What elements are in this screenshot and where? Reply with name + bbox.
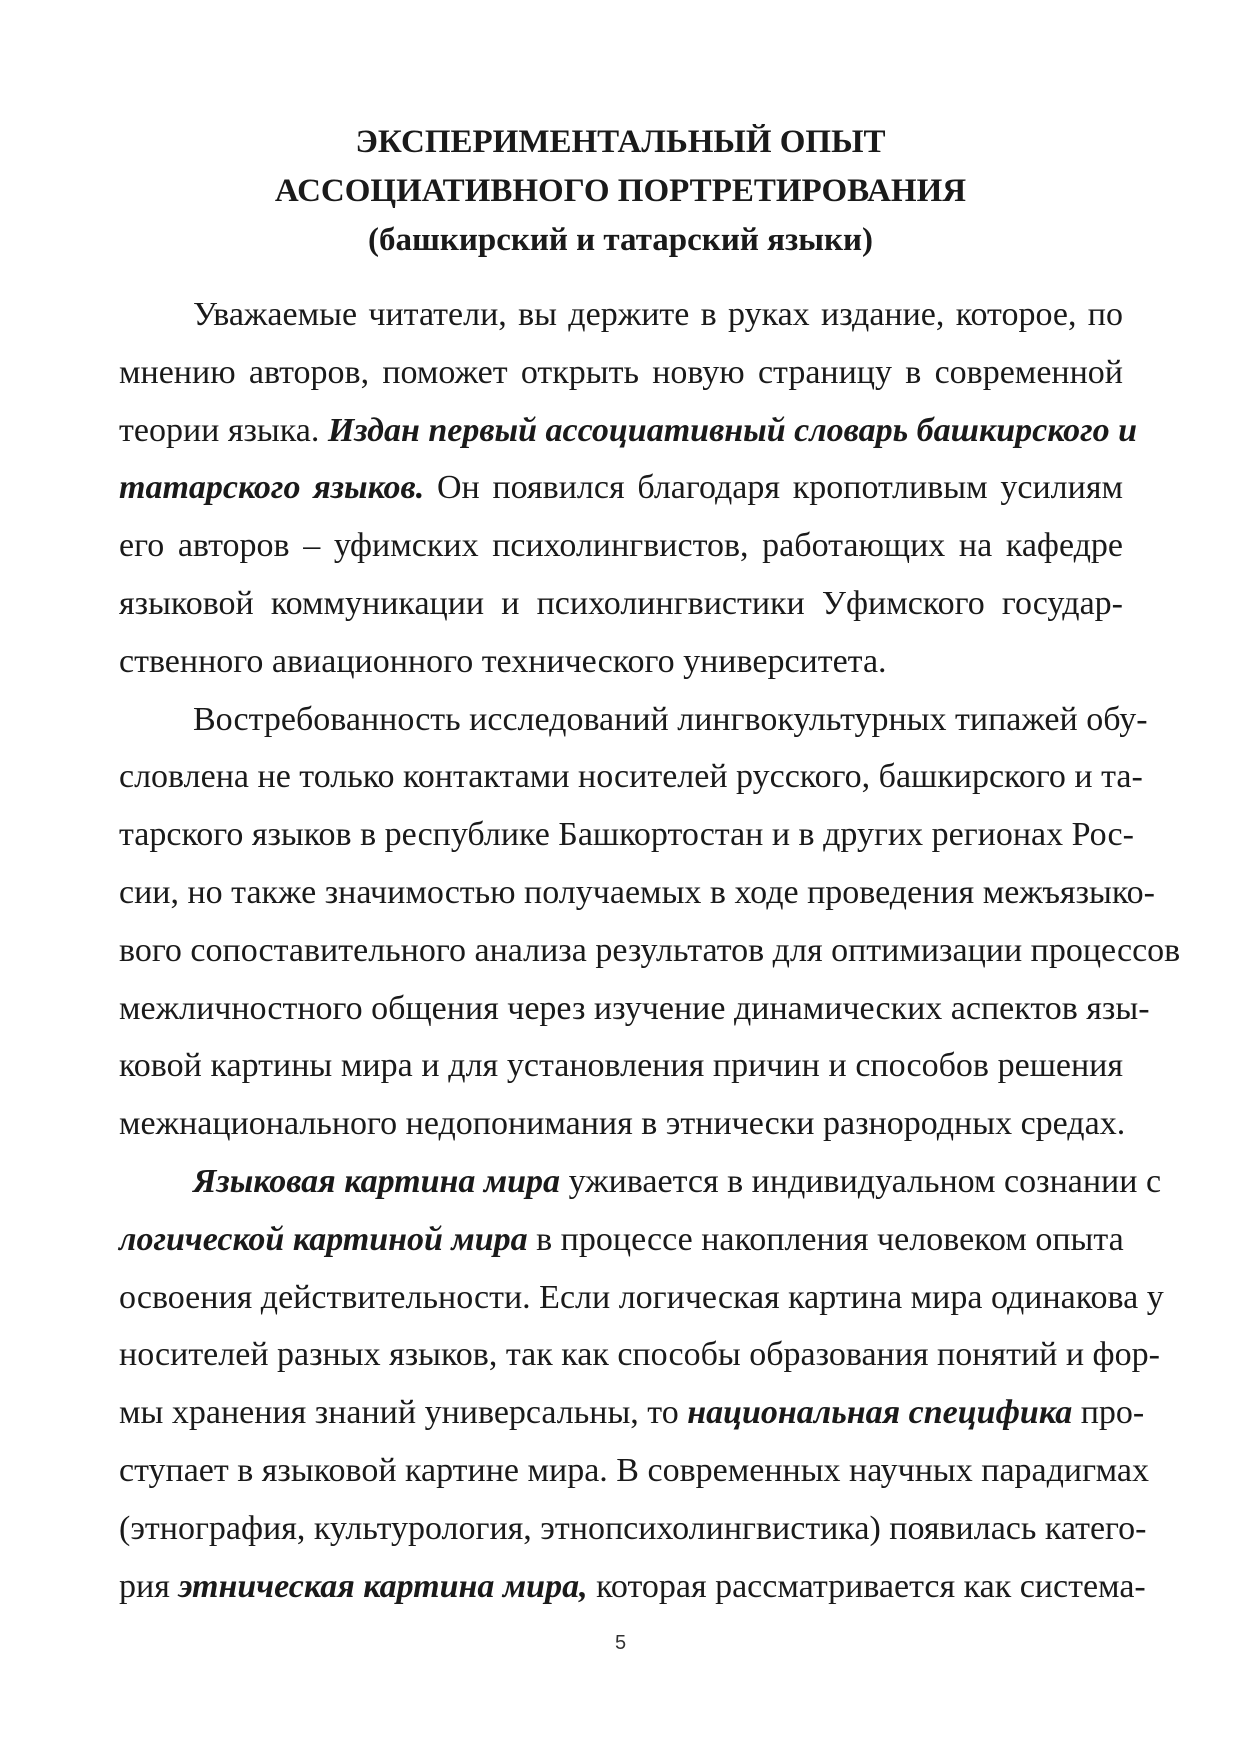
text-line [119,980,1150,1038]
title-line-2: АССОЦИАТИВНОГО ПОРТРЕТИРОВАНИЯ [274,173,967,209]
text-run: освоения действительности. Если логическая картина мира одинакова у [119,1278,1164,1316]
text-run: словлена не только контактами носителей русского, башкирского и та- [119,758,1143,796]
emphasized-text: национальная специфика [687,1394,1073,1432]
text-run: Уважаемые читатели, вы держите в руках издание, которое, по [193,296,1123,333]
emphasized-text: этническая картина мира, [178,1567,588,1605]
text-line [119,1558,1146,1616]
emphasized-text: татарского языков. [119,469,425,507]
text-run: межличностного общения через изучение динамических аспектов язы- [119,989,1150,1027]
page-number: 5 [614,1632,627,1654]
emphasized-text: Издан первый ассоциативный словарь башкирского и [327,411,1138,449]
text-line [119,1269,1164,1327]
text-line [119,1442,1149,1500]
text-run: теории языка. [119,411,328,449]
emphasized-text: логической картиной мира [119,1220,528,1258]
text-run: Востребованность исследований лингвокультурных типажей обу- [193,700,1148,738]
body-text [119,286,1181,1615]
text-line [119,1326,1160,1384]
text-line [119,575,1123,633]
text-line [119,691,1148,749]
emphasized-text: Языковая картина мира [193,1162,561,1200]
text-line [119,1095,1126,1153]
text-run: мнению авторов, поможет открыть новую страницу в современной [119,353,1123,391]
text-run: в процессе накопления человеком опыта [527,1220,1124,1258]
text-run: Он появился благодаря кропотливым усилиям [424,469,1123,507]
text-run: ственного авиационного технического университета. [119,642,887,680]
text-line [119,864,1155,922]
text-run: (этнография, культурология, этнопсихолингвистика) появилась катего- [119,1509,1147,1547]
text-line [119,806,1134,864]
text-line [119,1153,1162,1211]
text-line [119,748,1143,806]
text-run: мы хранения знаний универсальны, то [119,1394,688,1432]
text-line [119,517,1123,575]
paragraph [119,1153,1164,1615]
text-run: тарского языков в республике Башкортостан и в других регионах Рос- [119,816,1134,854]
text-run: межнационального недопонимания в этнически разнородных средах. [119,1105,1126,1143]
text-line [119,402,1138,460]
text-line [119,633,1123,691]
text-line [119,922,1181,980]
title-line-3: (башкирский и татарский языки) [368,222,873,258]
text-run: про- [1072,1394,1145,1432]
text-line [119,1500,1147,1558]
text-run: ступает в языковой картине мира. В современных научных парадигмах [119,1451,1149,1489]
text-run: рия [119,1567,179,1605]
text-run: уживается в индивидуальном сознании с [560,1162,1162,1200]
paragraph [119,691,1181,1153]
text-run: сии, но также значимостью получаемых в ходе проведения межъязыко- [119,873,1155,911]
chapter-title [0,118,1241,265]
paragraph [119,286,1138,691]
text-line [119,1211,1123,1269]
text-run: его авторов – уфимских психолингвистов, работающих на кафедре [119,527,1123,565]
text-run: вого сопоставительного анализа результатов для оптимизации процессов [119,931,1181,969]
text-run: ковой картины мира и для установления причин и способов решения [119,1047,1123,1085]
title-line-1: ЭКСПЕРИМЕНТАЛЬНЫЙ ОПЫТ [355,124,886,160]
text-line [119,459,1123,517]
text-run: которая рассматривается как система- [587,1567,1146,1605]
text-line [119,1037,1123,1095]
text-run: языковой коммуникации и психолингвистики Уфимского государ- [119,584,1123,622]
text-line [119,344,1123,402]
text-line [119,1384,1145,1442]
text-run: носителей разных языков, так как способы образования понятий и фор- [119,1336,1160,1374]
text-line [119,286,1123,344]
